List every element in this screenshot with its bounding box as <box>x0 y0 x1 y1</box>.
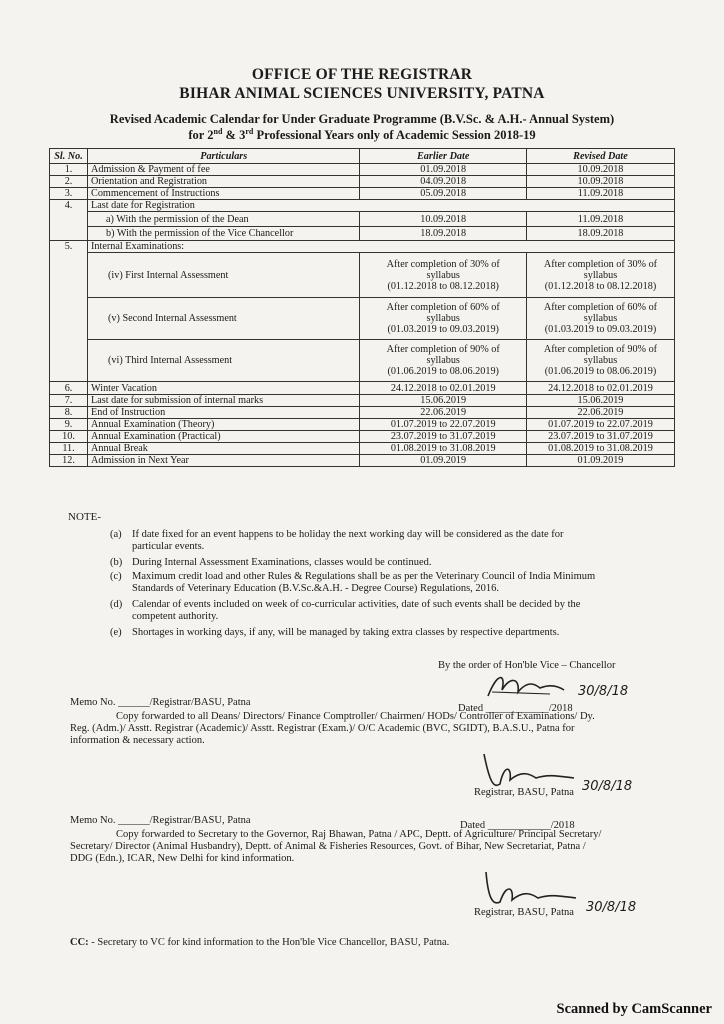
table-row: 4. Last date for Registration <box>50 200 675 212</box>
memo2-dated: Dated ____________/2018 <box>460 820 575 831</box>
header-earlier: Earlier Date <box>360 149 527 164</box>
memo1-line1: Copy forwarded to all Deans/ Directors/ Finance Comptroller/ Chairmen/ HODs/ Controller of Examinations/ Dy. <box>116 711 595 722</box>
cc-line: CC: - Secretary to VC for kind information to the Hon'ble Vice Chancellor, BASU, Patna. <box>70 937 450 948</box>
note-a: (a) If date fixed for an event happens to be holiday the next working day will be considered as the date for particular events. <box>110 529 564 552</box>
table-row: (vi) Third Internal Assessment After completion of 90% of syllabus (01.06.2019 to 08.06.2019) After completion of 90% of syllabus (01.06.2019 to 08.06.2019) <box>50 340 675 382</box>
header-revised: Revised Date <box>526 149 674 164</box>
camscanner-watermark: Scanned by CamScanner <box>556 1001 712 1017</box>
table-row: a) With the permission of the Dean 10.09.2018 11.09.2018 <box>50 212 675 227</box>
table-row: 5. Internal Examinations: <box>50 241 675 253</box>
memo2-line3: DDG (Edn.), ICAR, New Delhi for kind information. <box>70 853 295 864</box>
memo2-line1: Copy forwarded to Secretary to the Governor, Raj Bhawan, Patna / APC, Deptt. of Agriculture/ Principal Secretary/ <box>116 829 602 840</box>
table-row: (iv) First Internal Assessment After completion of 30% of syllabus (01.12.2018 to 08.12.2018) After completion of 30% of syllabus (01.12.2018 to 08.12.2018) <box>50 253 675 298</box>
table-row: 11. Annual Break 01.08.2019 to 31.08.2019 01.08.2019 to 31.08.2019 <box>50 443 675 455</box>
notes-title: NOTE- <box>68 511 101 523</box>
memo2-signature: Registrar, BASU, Patna <box>474 907 574 918</box>
order-line: By the order of Hon'ble Vice – Chancellor <box>438 660 616 671</box>
note-b: (b) During Internal Assessment Examinations, classes would be continued. <box>110 557 432 568</box>
table-row: 12. Admission in Next Year 01.09.2019 01.09.2019 <box>50 455 675 467</box>
handwritten-date-1: 30/8/18 <box>578 684 629 699</box>
memo1-signature: Registrar, BASU, Patna <box>474 787 574 798</box>
table-row: 10. Annual Examination (Practical) 23.07.2019 to 31.07.2019 23.07.2019 to 31.07.2019 <box>50 431 675 443</box>
table-row: 7. Last date for submission of internal marks 15.06.2019 15.06.2019 <box>50 395 675 407</box>
calendar-table <box>49 148 675 467</box>
handwritten-date-2: 30/8/18 <box>582 779 633 794</box>
table-row: b) With the permission of the Vice Chancellor 18.09.2018 18.09.2018 <box>50 227 675 241</box>
table-header-row <box>50 149 675 164</box>
header-particulars: Particulars <box>88 149 360 164</box>
header-sl: Sl. No. <box>50 149 88 164</box>
table-row: 6. Winter Vacation 24.12.2018 to 02.01.2019 24.12.2018 to 02.01.2019 <box>50 382 675 395</box>
table-row: 1. Admission & Payment of fee 01.09.2018 10.09.2018 <box>50 164 675 176</box>
table-row: 9. Annual Examination (Theory) 01.07.2019 to 22.07.2019 01.07.2019 to 22.07.2019 <box>50 419 675 431</box>
memo2-number: Memo No. ______/Registrar/BASU, Patna <box>70 815 251 826</box>
memo1-number: Memo No. ______/Registrar/BASU, Patna <box>70 697 251 708</box>
calendar-title: Revised Academic Calendar for Under Graduate Programme (B.V.Sc. & A.H.- Annual System) <box>109 112 615 126</box>
university-title: BIHAR ANIMAL SCIENCES UNIVERSITY, PATNA <box>179 85 545 102</box>
table-row: (v) Second Internal Assessment After completion of 60% of syllabus (01.03.2019 to 09.03.2019) After completion of 60% of syllabus (01.03.2019 to 09.03.2019) <box>50 298 675 340</box>
table-row: 2. Orientation and Registration 04.09.2018 10.09.2018 <box>50 176 675 188</box>
calendar-subtitle: for 2nd & 3rd Professional Years only of Academic Session 2018-19 <box>188 127 536 143</box>
note-d: (d) Calendar of events included on week of co-curricular activities, date of such events shall be decided by the competent authority. <box>110 599 581 622</box>
office-title: OFFICE OF THE REGISTRAR <box>251 66 473 83</box>
memo1-dated: Dated ____________/2018 <box>458 703 573 714</box>
table-row: 8. End of Instruction 22.06.2019 22.06.2019 <box>50 407 675 419</box>
table-row: 3. Commencement of Instructions 05.09.2018 11.09.2018 <box>50 188 675 200</box>
memo1-line2: Reg. (Adm.)/ Asstt. Registrar (Academic)/ Asstt. Registrar (Exam.)/ O/C Academic (BVC, SGIDT), B.A.S.U., Patna for <box>70 723 575 734</box>
note-e: (e) Shortages in working days, if any, will be managed by taking extra classes by respective departments. <box>110 627 560 638</box>
memo1-line3: information & necessary action. <box>70 735 205 746</box>
handwritten-date-3: 30/8/18 <box>586 900 637 915</box>
memo2-line2: Secretary/ Director (Animal Husbandry), Deptt. of Animal & Fisheries Resources, Govt. of Bihar, New Secretariat, Patna / <box>70 841 586 852</box>
note-c: (c) Maximum credit load and other Rules & Regulations shall be as per the Veterinary Council of India Minimum Standards of Veterinary Education (B.V.Sc.&A.H. - Degree Course) Regulations, 2016. <box>110 571 596 594</box>
